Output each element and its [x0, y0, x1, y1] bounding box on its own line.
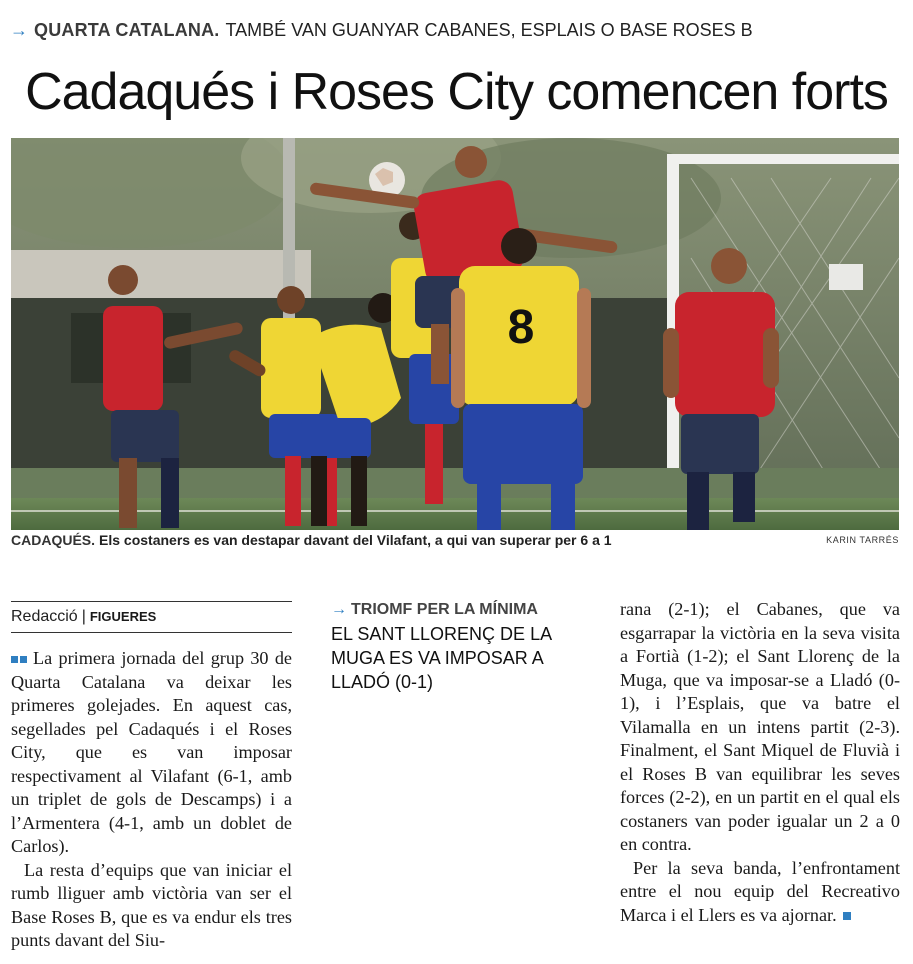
paragraph-text: Per la seva banda, l’enfrontament entre el nou equip del Recreativo Marca i el Llers es va ajornar.	[620, 857, 900, 925]
kicker-subtitle: TAMBÉ VAN GUANYAR CABANES, ESPLAIS O BASE ROSES B	[225, 20, 753, 40]
article-paragraph: rana (2-1); el Cabanes, que va esgarrapar la victòria en la seva visita a Fortià (1-2); el Sant Llorenç de la Muga, que va imposar-se a Lladó (0-1), i l’Esplais, que va batre el Vilamalla en un intens partit (2-3). Finalment, el Sant Miquel de Fluvià i el Roses B van equilibrar les seves forces (2-2), en un partit en el qual els costaners van poder igualar un 2 a 0 en contra.	[620, 599, 900, 854]
paragraph-text: La primera jornada del grup 30 de Quarta Catalana va deixar les primeres golejades. En aquest cas, segellades pel Cadaqués i el Roses City, que es van imposar respectivament al Vilafant (6-1, amb un triplet de gols de Descamps) i a l’Armentera (4-1, amb un doblet de Carlos).	[11, 648, 292, 856]
arrow-right-icon: →	[331, 601, 347, 618]
article-paragraph	[620, 857, 900, 928]
pullquote-title	[331, 599, 591, 621]
byline-separator: |	[81, 608, 86, 625]
pullquote-title-text: TRIOMF PER LA MÍNIMA	[351, 601, 538, 618]
kicker	[10, 18, 753, 42]
shirt-number: 8	[507, 301, 535, 354]
article-paragraph	[11, 647, 292, 859]
article-paragraph: La resta d’equips que van iniciar el rumb lliguer amb victòria van ser el Base Roses B, que es va endur els tres punts davant del Siu-	[11, 859, 292, 950]
article-column-1	[11, 647, 292, 953]
pullquote-text: EL SANT LLORENÇ DE LA MUGA ES VA IMPOSAR A LLADÓ (0-1)	[331, 624, 552, 692]
article-column-3	[620, 598, 900, 927]
byline-city: FIGUERES	[89, 609, 157, 624]
caption-text: Els costaners es van destapar davant del Vilafant, a qui van superar per 6 a 1	[99, 532, 612, 548]
photo-caption	[11, 531, 612, 549]
kicker-section: QUARTA CATALANA.	[34, 20, 220, 40]
caption-lead: CADAQUÉS.	[11, 532, 96, 548]
arrow-right-icon: →	[10, 20, 28, 40]
end-square-icon	[843, 912, 851, 920]
byline-author: Redacció	[11, 608, 78, 625]
byline	[11, 601, 292, 633]
football-scene-illustration	[11, 138, 899, 530]
article-photo	[11, 138, 899, 530]
lead-squares-icon	[11, 648, 29, 668]
headline: Cadaqués i Roses City comencen forts	[25, 63, 888, 121]
photo-credit: KARIN TARRÉS	[826, 535, 899, 545]
